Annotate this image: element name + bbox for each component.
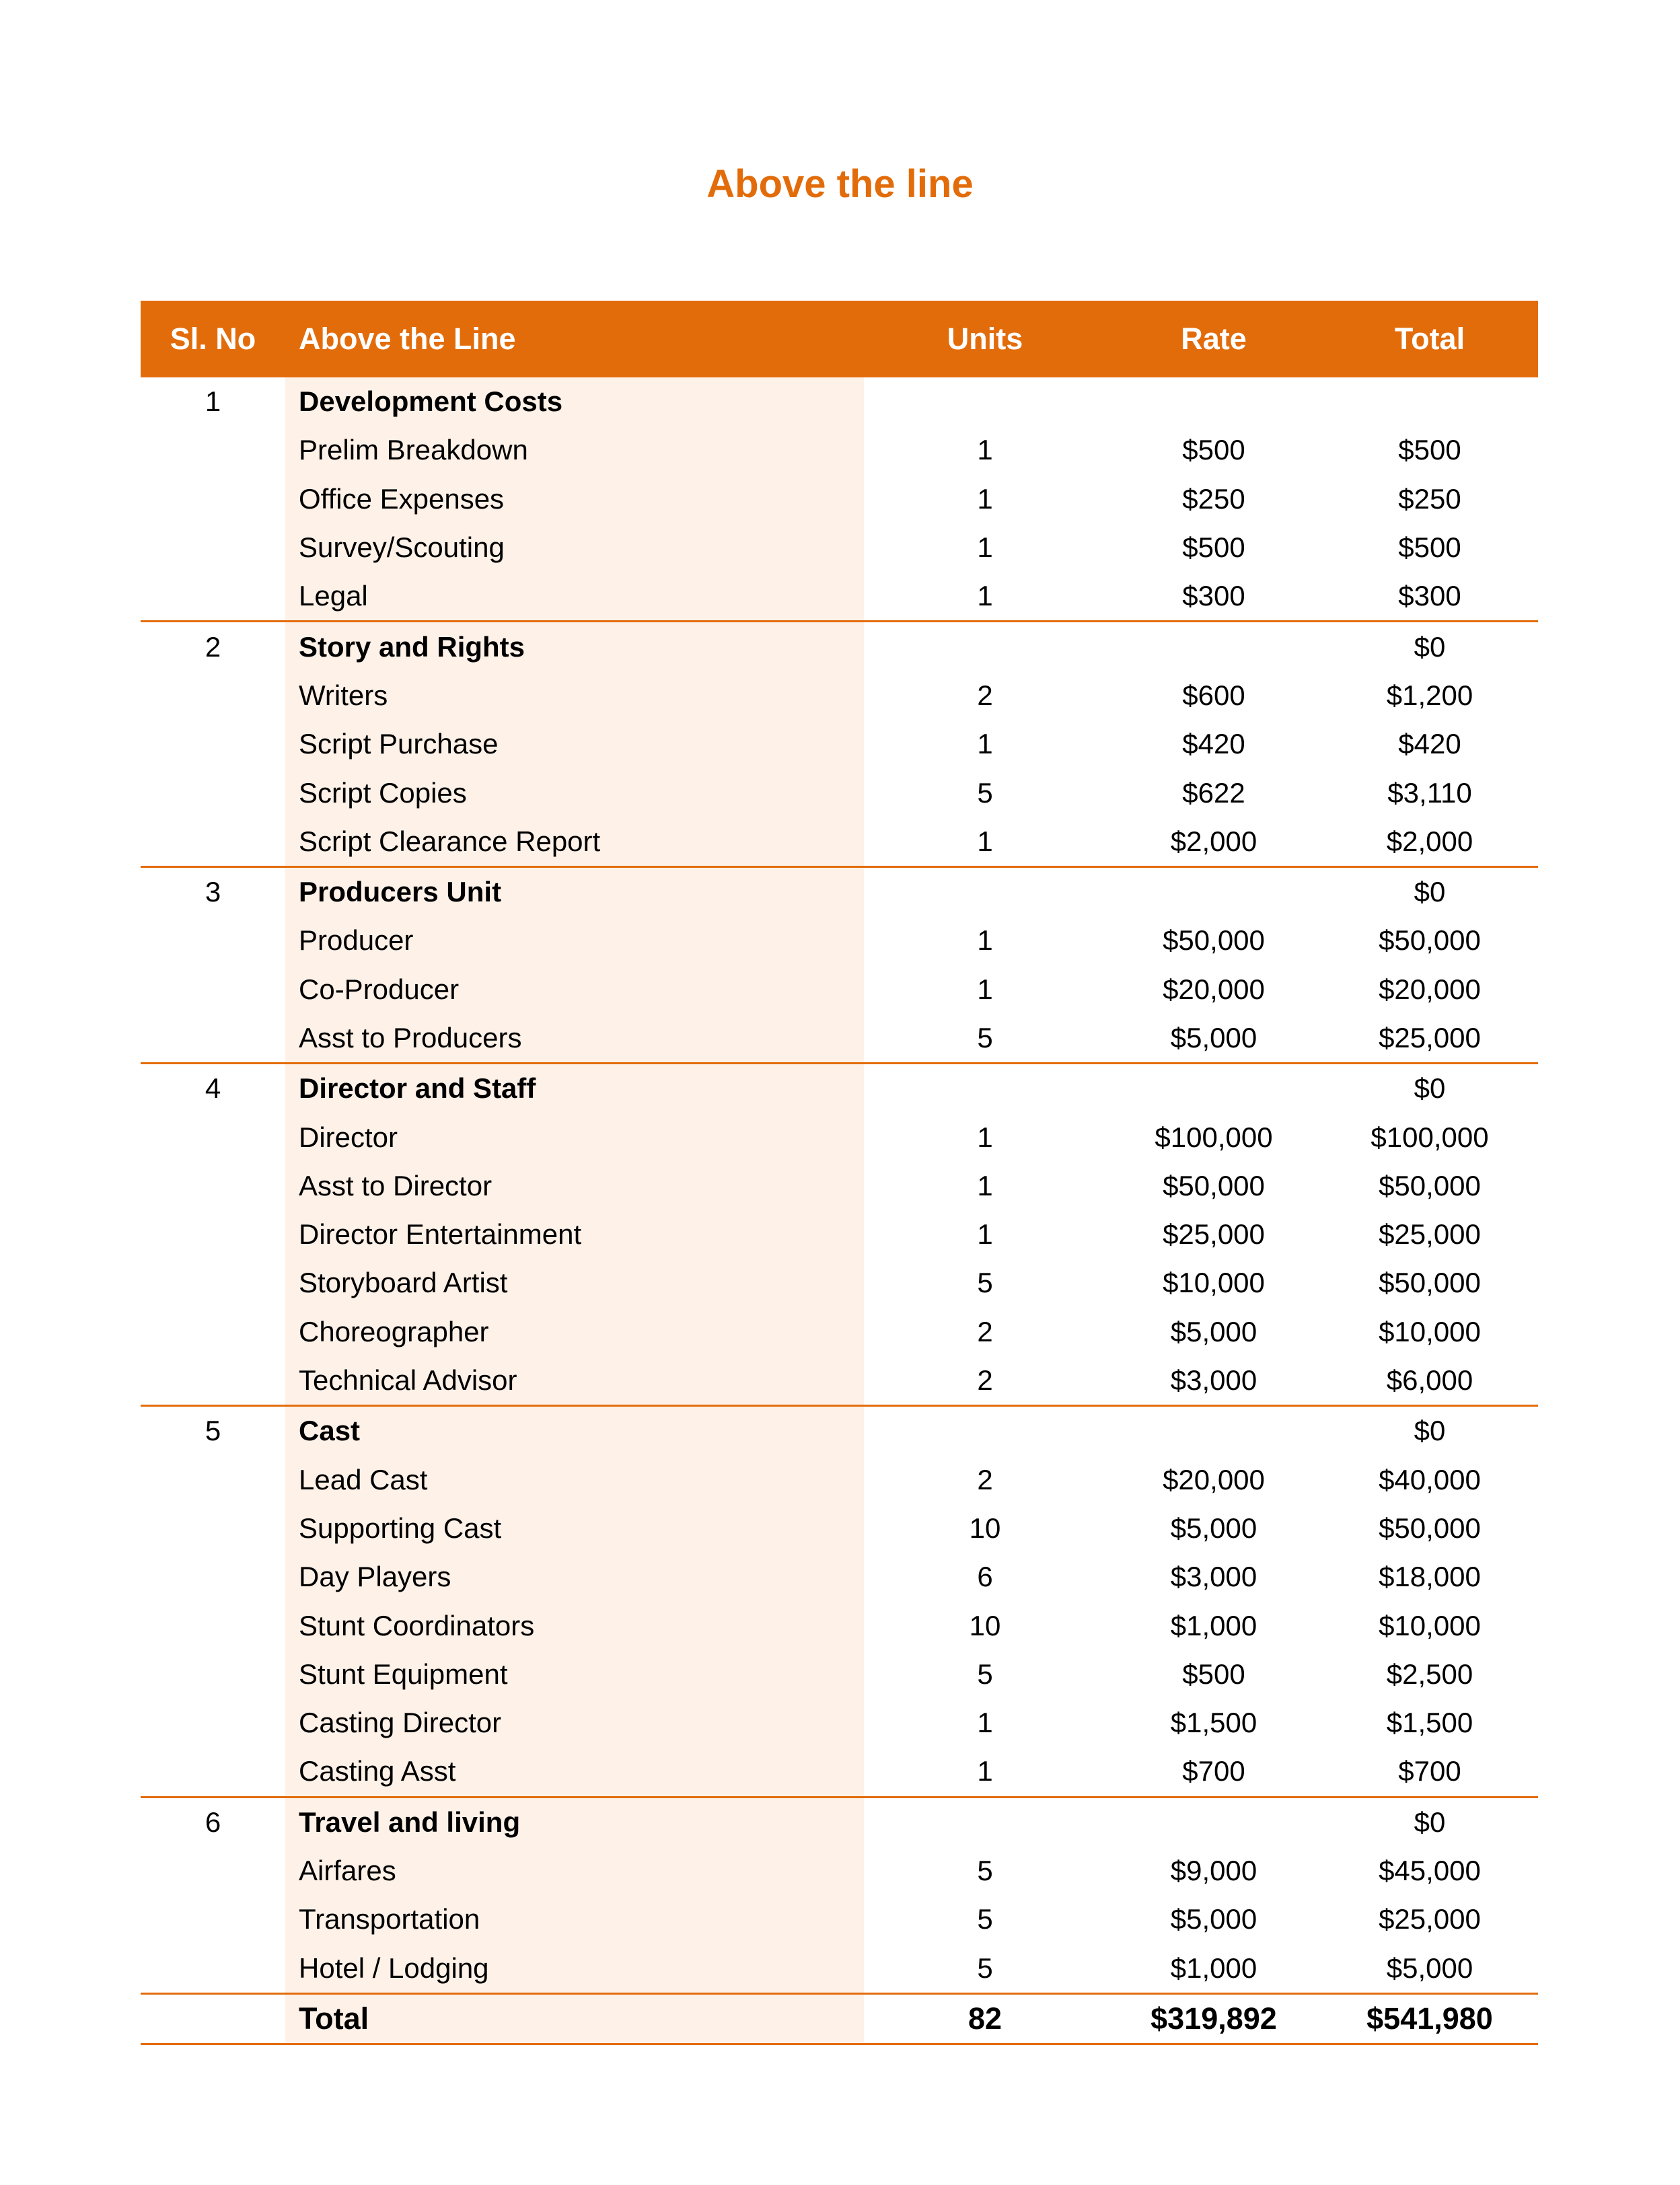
row-total: $700	[1321, 1747, 1538, 1797]
section-number: 1	[205, 385, 221, 418]
row-rate: $700	[1106, 1747, 1321, 1797]
row-sl	[141, 1650, 285, 1699]
row-rate: $9,000	[1170, 1855, 1257, 1887]
row-total: $50,000	[1379, 924, 1481, 957]
row-item-name: Airfares	[285, 1847, 864, 1895]
row-sl	[141, 817, 285, 867]
row-sl	[141, 720, 285, 768]
row-item-name: Prelim Breakdown	[285, 426, 864, 474]
row-units: 2	[864, 1356, 1106, 1406]
row-total: $50,000	[1379, 1267, 1481, 1299]
section-rate	[1106, 377, 1321, 426]
row-item-name: Asst to Director	[285, 1162, 864, 1210]
row-total: $25,000	[1379, 1218, 1481, 1251]
row-rate: $250	[1182, 482, 1245, 515]
row-total: $18,000	[1379, 1561, 1481, 1593]
row-total: $420	[1398, 728, 1461, 760]
row-sl	[141, 1259, 285, 1307]
section-name: Travel and living	[285, 1797, 864, 1847]
table-row	[141, 1113, 1538, 1161]
row-units: 5	[977, 776, 993, 809]
row-units: 10	[969, 1512, 1001, 1544]
section-rate	[1106, 1406, 1321, 1456]
row-total: $50,000	[1379, 1512, 1481, 1544]
row-total: $2,500	[1386, 1658, 1473, 1690]
total-amount: $541,980	[1321, 1993, 1538, 2044]
row-total: $300	[1321, 572, 1538, 622]
row-units: 2	[977, 1463, 993, 1495]
section-name: Development Costs	[285, 377, 864, 426]
row-item-name: Supporting Cast	[285, 1504, 864, 1553]
row-sl	[141, 572, 285, 622]
row-total: $500	[1398, 531, 1461, 564]
table-body	[141, 377, 1538, 2044]
table-row	[141, 1747, 1538, 1797]
row-units: 5	[977, 1267, 993, 1299]
row-units: 1	[977, 1121, 993, 1153]
budget-table	[141, 301, 1538, 2045]
row-sl	[141, 1747, 285, 1797]
row-rate: $500	[1182, 531, 1245, 564]
table-row	[141, 1014, 1538, 1064]
row-item-name: Casting Asst	[285, 1747, 864, 1797]
section-header-row	[141, 622, 1538, 671]
row-sl	[141, 1014, 285, 1064]
row-total: $250	[1398, 482, 1461, 515]
row-sl	[141, 1601, 285, 1650]
row-total: $5,000	[1321, 1944, 1538, 1994]
section-name: Producers Unit	[285, 866, 864, 916]
row-item-name: Choreographer	[285, 1308, 864, 1356]
row-units: 1	[864, 1747, 1106, 1797]
row-units: 1	[864, 817, 1106, 867]
row-total: $45,000	[1379, 1855, 1481, 1887]
row-units: 6	[977, 1561, 993, 1593]
row-units: 1	[977, 531, 993, 564]
row-units: 1	[977, 1218, 993, 1251]
table-row	[141, 916, 1538, 965]
table-row	[141, 1308, 1538, 1356]
section-rate	[1106, 622, 1321, 671]
section-subtotal	[1321, 377, 1538, 426]
table-row	[141, 572, 1538, 622]
row-units: 1	[977, 1169, 993, 1201]
row-item-name: Stunt Equipment	[285, 1650, 864, 1699]
row-sl	[141, 1308, 285, 1356]
row-sl	[141, 426, 285, 474]
row-total: $25,000	[1321, 1014, 1538, 1064]
row-sl	[141, 1847, 285, 1895]
header-units: Units	[864, 301, 1106, 377]
row-rate: $10,000	[1163, 1267, 1265, 1299]
row-total: $40,000	[1379, 1463, 1481, 1495]
row-item-name: Co-Producer	[285, 965, 864, 1014]
row-sl	[141, 965, 285, 1014]
table-row	[141, 1699, 1538, 1747]
section-header-row	[141, 866, 1538, 916]
row-item-name: Script Purchase	[285, 720, 864, 768]
table-row	[141, 1944, 1538, 1994]
row-units: 5	[864, 1944, 1106, 1994]
section-units	[864, 1064, 1106, 1113]
section-subtotal: $0	[1414, 1415, 1446, 1447]
section-number: 3	[205, 876, 221, 908]
row-item-name: Technical Advisor	[285, 1356, 864, 1406]
row-item-name: Survey/Scouting	[285, 523, 864, 572]
total-sl	[141, 1993, 285, 2044]
section-name: Cast	[285, 1406, 864, 1456]
row-units: 2	[977, 1315, 993, 1347]
row-sl	[141, 1504, 285, 1553]
row-item-name: Transportation	[285, 1895, 864, 1943]
row-rate: $2,000	[1106, 817, 1321, 867]
row-sl	[141, 1356, 285, 1406]
table-row	[141, 671, 1538, 720]
row-total: $10,000	[1379, 1609, 1481, 1641]
row-rate: $5,000	[1170, 1903, 1257, 1935]
row-item-name: Hotel / Lodging	[285, 1944, 864, 1994]
row-total: $100,000	[1371, 1121, 1489, 1153]
header-item: Above the Line	[285, 301, 864, 377]
table-row	[141, 1210, 1538, 1259]
row-total: $10,000	[1379, 1315, 1481, 1347]
row-rate: $50,000	[1163, 1169, 1265, 1201]
row-rate: $3,000	[1106, 1356, 1321, 1406]
row-units: 5	[864, 1014, 1106, 1064]
table-row	[141, 720, 1538, 768]
row-item-name: Writers	[285, 671, 864, 720]
row-units: 5	[977, 1855, 993, 1887]
row-total: $20,000	[1379, 973, 1481, 1005]
section-subtotal: $0	[1414, 1806, 1446, 1838]
row-item-name: Day Players	[285, 1553, 864, 1601]
section-units	[864, 622, 1106, 671]
table-row	[141, 817, 1538, 867]
section-rate	[1106, 1064, 1321, 1113]
section-units	[864, 1797, 1106, 1847]
table-row	[141, 1847, 1538, 1895]
row-rate: $300	[1106, 572, 1321, 622]
table-row	[141, 523, 1538, 572]
table-row	[141, 1456, 1538, 1504]
section-name: Director and Staff	[285, 1064, 864, 1113]
row-total: $3,110	[1387, 776, 1472, 809]
table-row	[141, 1895, 1538, 1943]
table-row	[141, 1162, 1538, 1210]
row-total: $1,200	[1386, 679, 1473, 711]
table-row	[141, 1553, 1538, 1601]
section-header-row	[141, 377, 1538, 426]
row-item-name: Script Copies	[285, 768, 864, 817]
row-sl	[141, 1553, 285, 1601]
table-row	[141, 768, 1538, 817]
row-sl	[141, 1944, 285, 1994]
row-units: 1	[864, 572, 1106, 622]
table-header-row	[141, 301, 1538, 377]
row-rate: $50,000	[1163, 924, 1265, 957]
table-row	[141, 965, 1538, 1014]
row-total: $2,000	[1321, 817, 1538, 867]
row-units: 1	[977, 924, 993, 957]
section-number: 4	[205, 1072, 221, 1105]
section-units	[864, 377, 1106, 426]
section-rate	[1106, 866, 1321, 916]
row-item-name: Storyboard Artist	[285, 1259, 864, 1307]
table-row	[141, 1356, 1538, 1406]
row-item-name: Script Clearance Report	[285, 817, 864, 867]
row-rate: $600	[1182, 679, 1245, 711]
section-subtotal: $0	[1414, 876, 1446, 908]
row-sl	[141, 671, 285, 720]
row-item-name: Stunt Coordinators	[285, 1601, 864, 1650]
table-row	[141, 1601, 1538, 1650]
row-item-name: Office Expenses	[285, 475, 864, 523]
row-total: $25,000	[1379, 1903, 1481, 1935]
row-rate: $20,000	[1163, 1463, 1265, 1495]
row-rate: $1,000	[1106, 1944, 1321, 1994]
row-units: 2	[977, 679, 993, 711]
table-row	[141, 475, 1538, 523]
section-units	[864, 866, 1106, 916]
row-units: 5	[977, 1658, 993, 1690]
section-number: 2	[205, 630, 221, 663]
row-total: $6,000	[1321, 1356, 1538, 1406]
row-item-name: Director	[285, 1113, 864, 1161]
section-rate	[1106, 1797, 1321, 1847]
row-item-name: Producer	[285, 916, 864, 965]
row-units: 1	[977, 482, 993, 515]
row-sl	[141, 1113, 285, 1161]
row-sl	[141, 475, 285, 523]
row-total: $1,500	[1386, 1707, 1473, 1739]
row-units: 1	[977, 434, 993, 466]
section-subtotal: $0	[1414, 630, 1446, 663]
row-rate: $1,000	[1170, 1609, 1257, 1641]
row-sl	[141, 1210, 285, 1259]
row-rate: $420	[1182, 728, 1245, 760]
row-units: 1	[977, 728, 993, 760]
table-row	[141, 1650, 1538, 1699]
row-item-name: Lead Cast	[285, 1456, 864, 1504]
row-rate: $1,500	[1170, 1707, 1257, 1739]
row-rate: $500	[1182, 1658, 1245, 1690]
row-rate: $500	[1182, 434, 1245, 466]
row-item-name: Asst to Producers	[285, 1014, 864, 1064]
page-title: Above the line	[706, 162, 974, 206]
row-item-name: Director Entertainment	[285, 1210, 864, 1259]
row-sl	[141, 768, 285, 817]
row-units: 5	[977, 1903, 993, 1935]
header-sl-no: Sl. No	[141, 301, 285, 377]
row-sl	[141, 523, 285, 572]
section-number: 5	[205, 1415, 221, 1447]
section-header-row	[141, 1406, 1538, 1456]
row-total: $50,000	[1379, 1169, 1481, 1201]
row-rate: $3,000	[1170, 1561, 1257, 1593]
total-units: 82	[864, 1993, 1106, 2044]
row-sl	[141, 1895, 285, 1943]
section-units	[864, 1406, 1106, 1456]
row-item-name: Legal	[285, 572, 864, 622]
row-rate: $25,000	[1163, 1218, 1265, 1251]
row-units: 10	[969, 1609, 1001, 1641]
row-sl	[141, 1699, 285, 1747]
total-label: Total	[285, 1993, 864, 2044]
header-total: Total	[1321, 301, 1538, 377]
row-sl	[141, 1162, 285, 1210]
section-header-row	[141, 1064, 1538, 1113]
table-row	[141, 1259, 1538, 1307]
total-rate: $319,892	[1106, 1993, 1321, 2044]
table-row	[141, 1504, 1538, 1553]
section-header-row	[141, 1797, 1538, 1847]
row-rate: $5,000	[1170, 1512, 1257, 1544]
header-rate: Rate	[1106, 301, 1321, 377]
section-subtotal: $0	[1414, 1072, 1446, 1105]
row-total: $500	[1398, 434, 1461, 466]
row-sl	[141, 916, 285, 965]
row-rate: $5,000	[1170, 1315, 1257, 1347]
row-units: 1	[977, 1707, 993, 1739]
row-rate: $100,000	[1155, 1121, 1273, 1153]
section-number: 6	[205, 1806, 221, 1838]
row-rate: $622	[1182, 776, 1245, 809]
row-rate: $5,000	[1106, 1014, 1321, 1064]
grand-total-row	[141, 1993, 1538, 2044]
row-item-name: Casting Director	[285, 1699, 864, 1747]
row-sl	[141, 1456, 285, 1504]
row-rate: $20,000	[1163, 973, 1265, 1005]
table-row	[141, 426, 1538, 474]
row-units: 1	[977, 973, 993, 1005]
section-name: Story and Rights	[285, 622, 864, 671]
